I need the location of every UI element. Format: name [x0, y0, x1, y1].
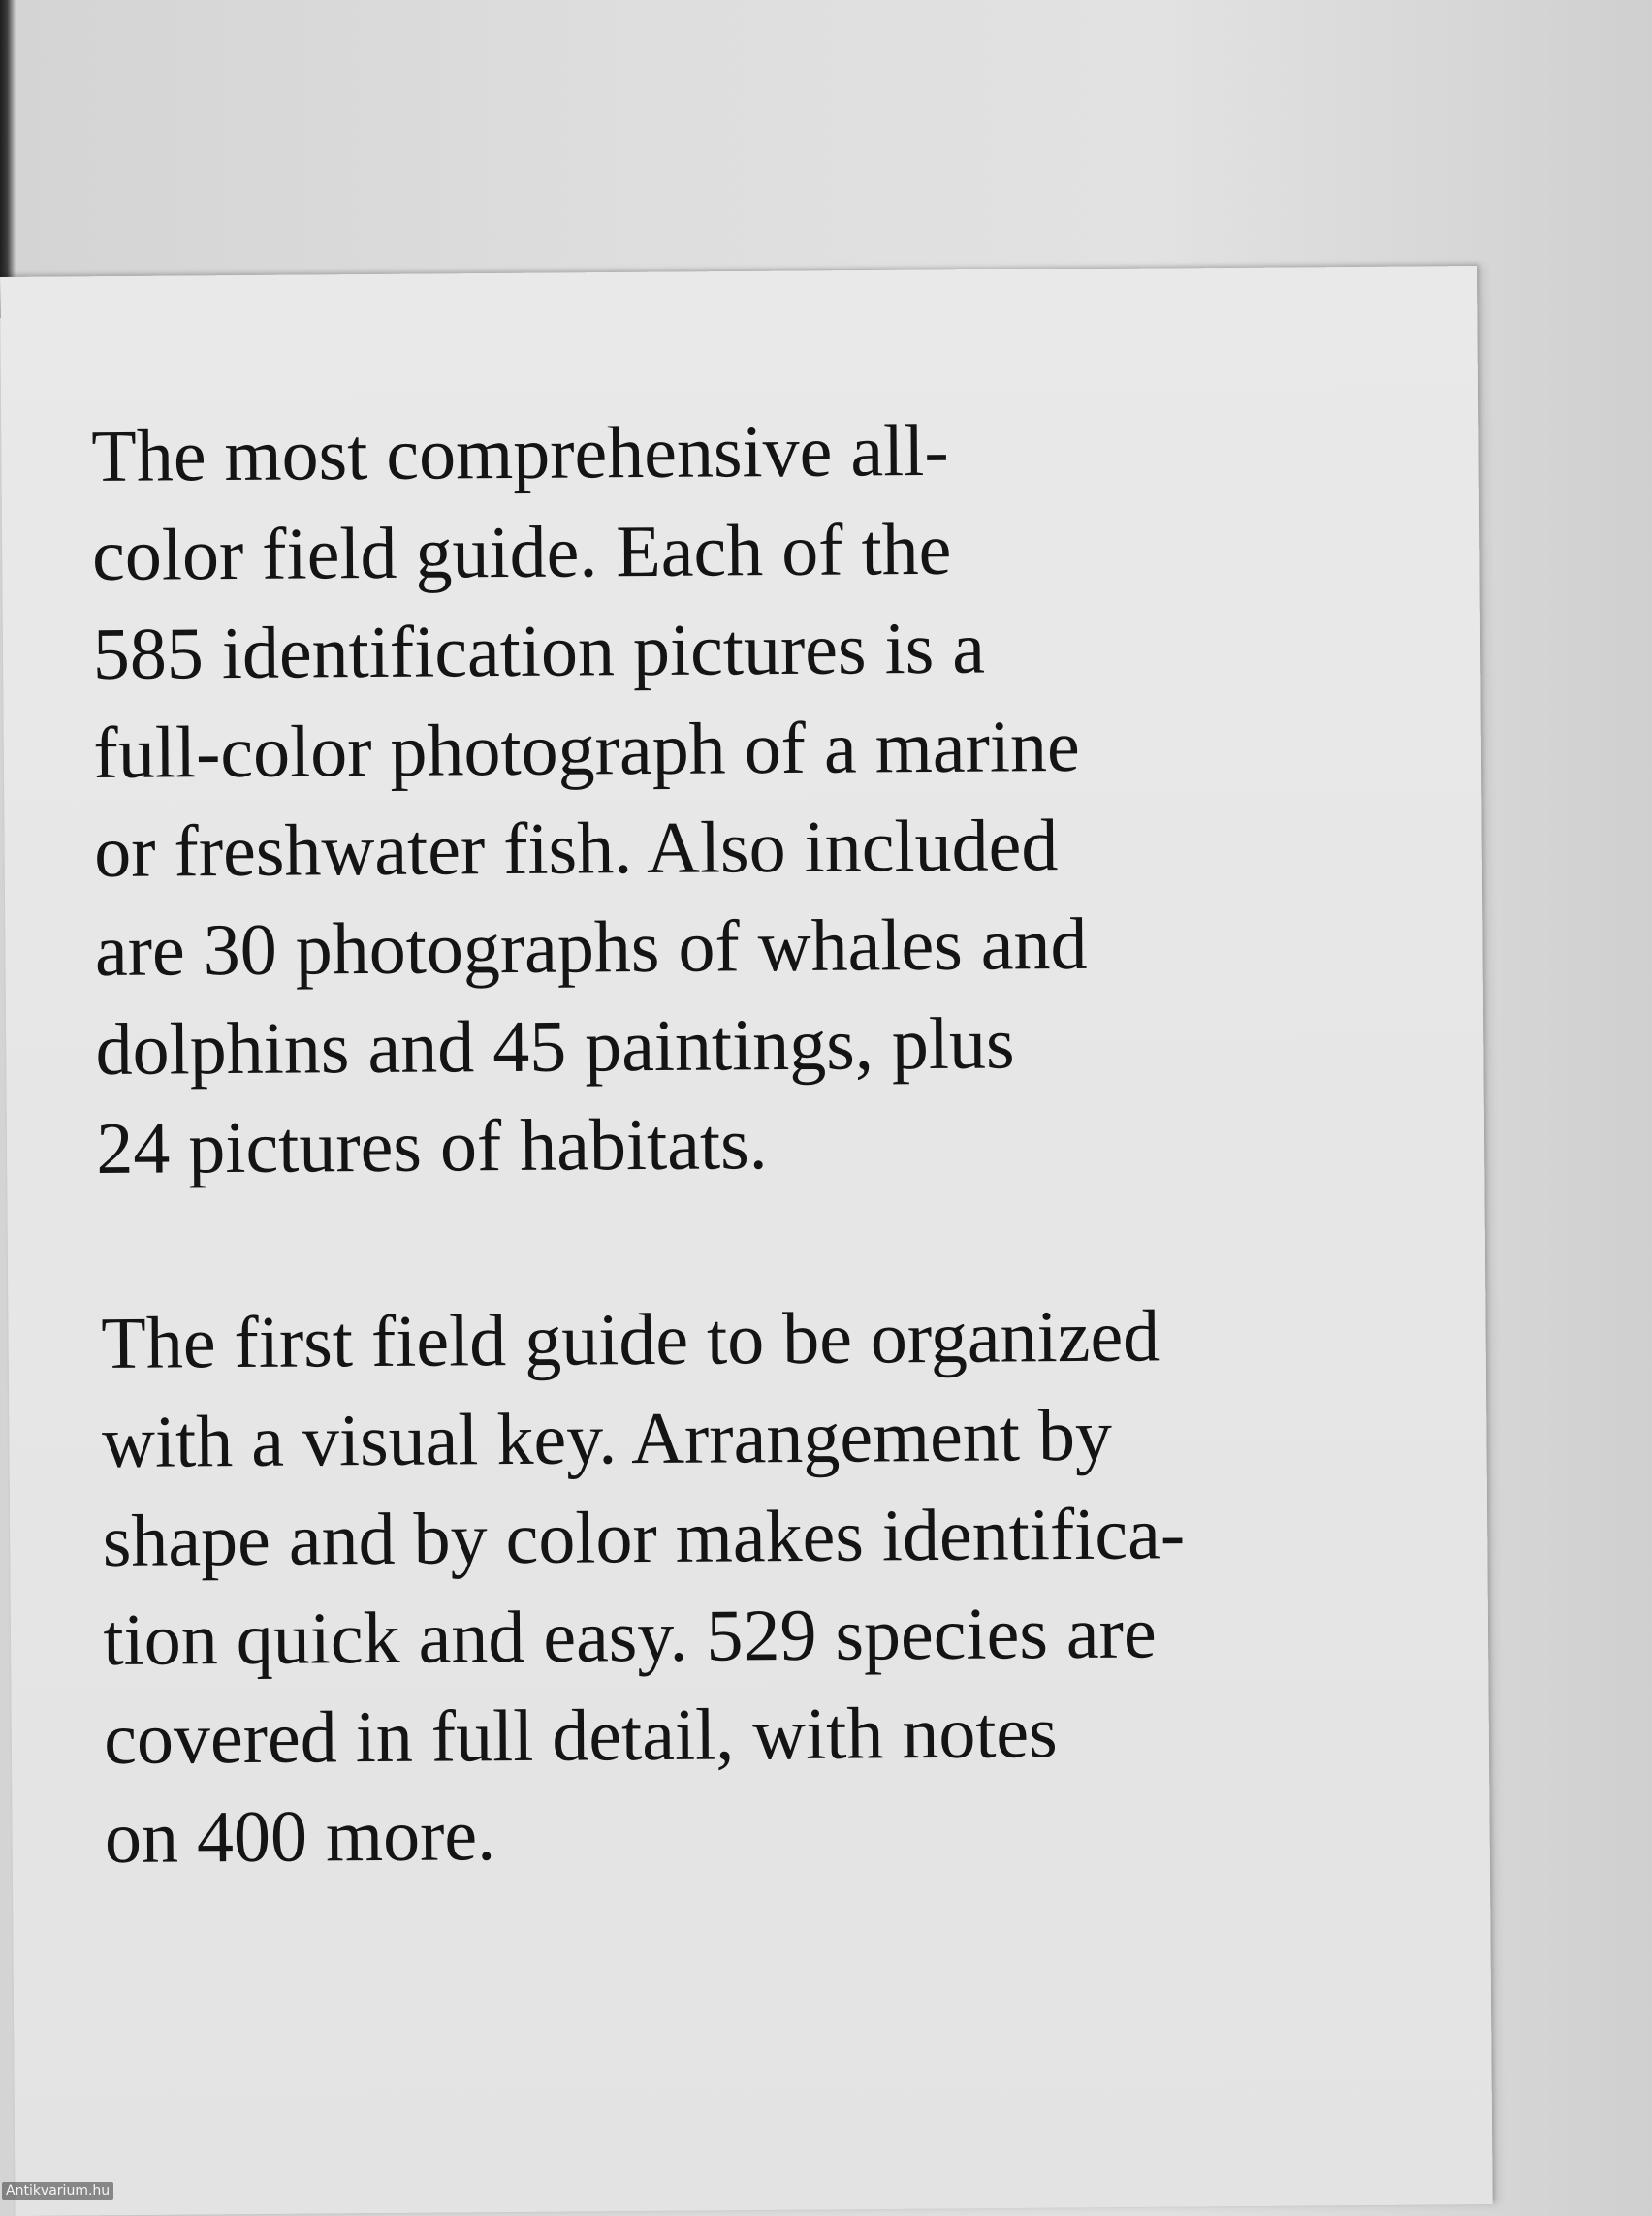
text-line: 585 identification pictures is a [92, 607, 986, 695]
text-line: with a visual key. Arrangement by [101, 1394, 1113, 1483]
book-binding-edge [0, 0, 16, 318]
text-line: dolphins and 45 paintings, plus [95, 1002, 1015, 1091]
text-line: 24 pictures of habitats. [96, 1103, 768, 1189]
blurb-paragraph-2 [101, 1286, 1188, 1887]
text-line: shape and by color makes identifica- [102, 1493, 1186, 1582]
source-watermark: Antikvarium.hu [2, 2182, 113, 2200]
text-line: The first field guide to be organized [101, 1295, 1160, 1384]
text-line: The most comprehensive all- [91, 409, 949, 497]
blurb-paragraph-1 [91, 400, 1089, 1198]
text-line: on 400 more. [104, 1794, 496, 1879]
text-line: are 30 photographs of whales and [94, 902, 1088, 992]
text-line: full-color photograph of a marine [93, 705, 1080, 794]
text-line: or freshwater fish. Also included [93, 805, 1059, 893]
text-line: tion quick and easy. 529 species are [103, 1592, 1157, 1681]
text-line: covered in full detail, with notes [103, 1692, 1058, 1780]
text-line: color field guide. Each of the [91, 508, 952, 596]
